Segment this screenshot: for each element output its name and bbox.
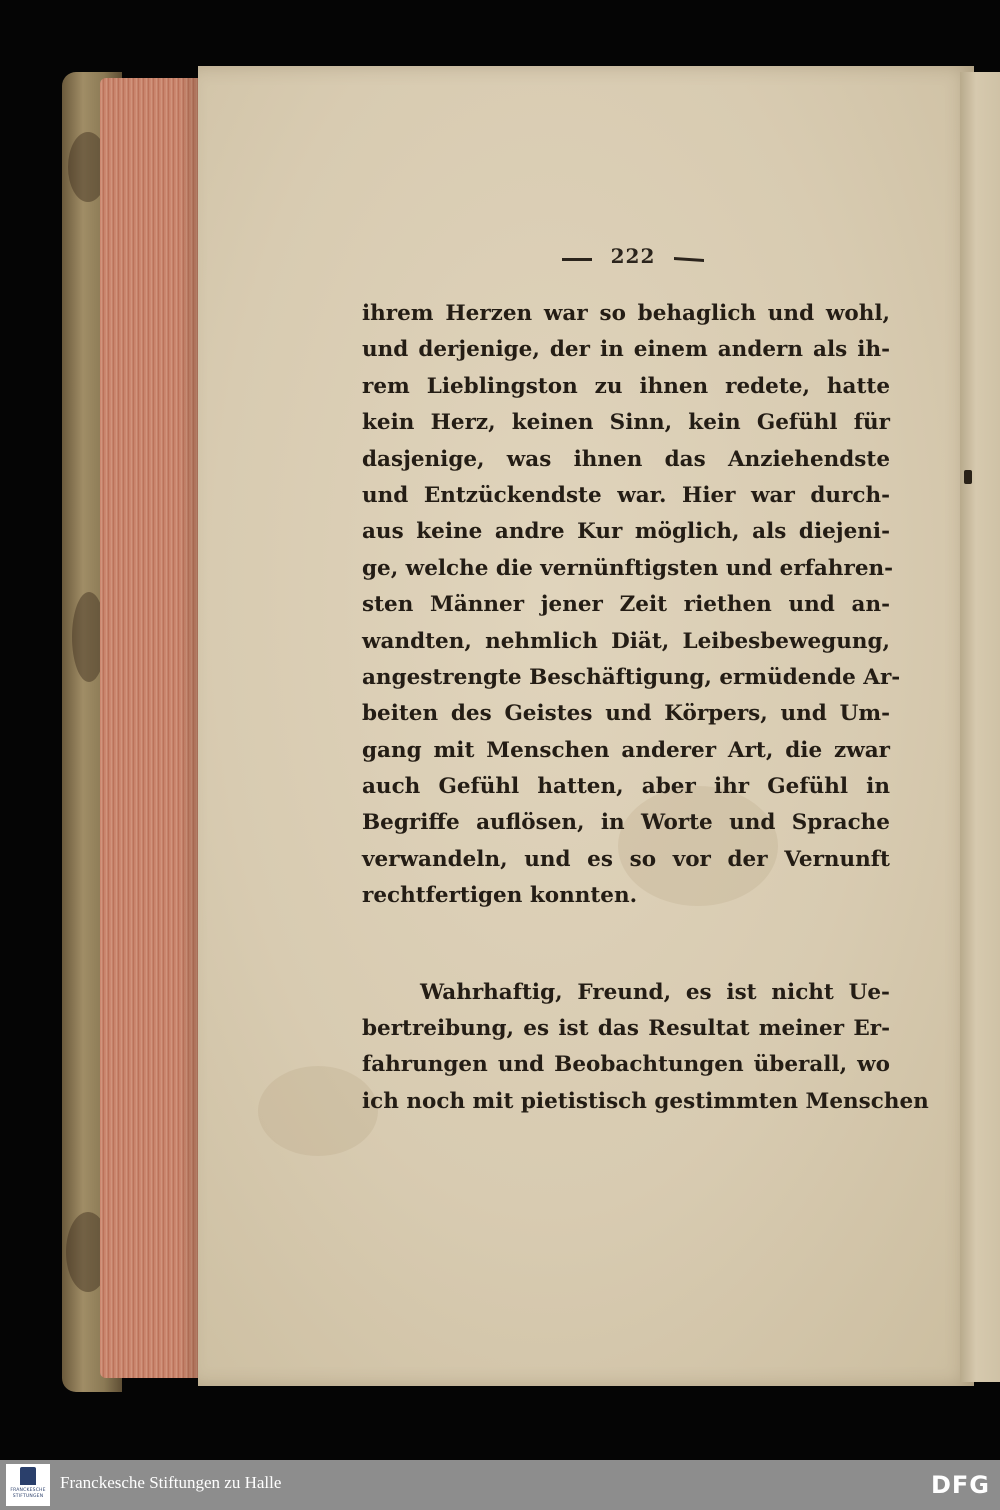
text-line: fahrungen und Beobachtungen überall, wo — [362, 1052, 890, 1078]
text-line: gang mit Menschen anderer Art, die zwar — [362, 737, 890, 763]
text-line: rechtfertigen konnten. — [362, 883, 638, 909]
text-line: und derjenige, der in einem andern als ih- — [362, 337, 890, 363]
footer-bar — [0, 1460, 1000, 1510]
logo-text: FRANCKESCHE STIFTUNGEN — [10, 1488, 46, 1499]
footer-title[interactable]: Franckesche Stiftungen zu Halle — [60, 1473, 282, 1492]
running-head — [558, 246, 708, 270]
ornament-rule-right — [674, 257, 704, 262]
franckesche-logo[interactable] — [6, 1464, 50, 1506]
building-icon — [20, 1467, 36, 1485]
text-line: kein Herz, keinen Sinn, kein Gefühl für — [362, 410, 890, 436]
text-line: ihrem Herzen war so behaglich und wohl, — [362, 301, 890, 326]
text-line: sten Männer jener Zeit riethen und an- — [362, 592, 890, 618]
text-line: ich noch mit pietistisch gestimmten Menschen — [362, 1088, 929, 1114]
ornament-rule-left — [562, 258, 592, 261]
text-line: auch Gefühl hatten, aber ihr Gefühl in — [362, 774, 890, 800]
text-line: Begriffe auflösen, in Worte und Sprache — [362, 810, 890, 836]
text-line: angestrengte Beschäftigung, ermüdende Ar- — [362, 664, 901, 690]
text-line: dasjenige, was ihnen das Anziehendste — [362, 446, 890, 472]
dfg-logo[interactable]: DFG — [930, 1471, 990, 1499]
text-line: beiten des Geistes und Körpers, und Um- — [362, 701, 890, 727]
text-line: aus keine andre Kur möglich, als diejeni- — [362, 519, 890, 545]
book-gutter — [960, 72, 1000, 1382]
text-line: verwandeln, und es so vor der Vernunft — [362, 846, 890, 872]
text-line: rem Lieblingston zu ihnen redete, hatte — [362, 373, 890, 399]
text-line: Wahrhaftig, Freund, es ist nicht Ue- — [420, 979, 890, 1005]
text-line: bertreibung, es ist das Resultat meiner Er- — [362, 1016, 890, 1042]
text-line: wandten, nehmlich Diät, Leibesbewegung, — [362, 628, 890, 654]
page-number: 222 — [610, 244, 656, 268]
page-body-text — [362, 296, 929, 1120]
text-line: ge, welche die vernünftigsten und erfahren- — [362, 555, 894, 581]
text-line: und Entzückendste war. Hier war durch- — [362, 482, 890, 508]
